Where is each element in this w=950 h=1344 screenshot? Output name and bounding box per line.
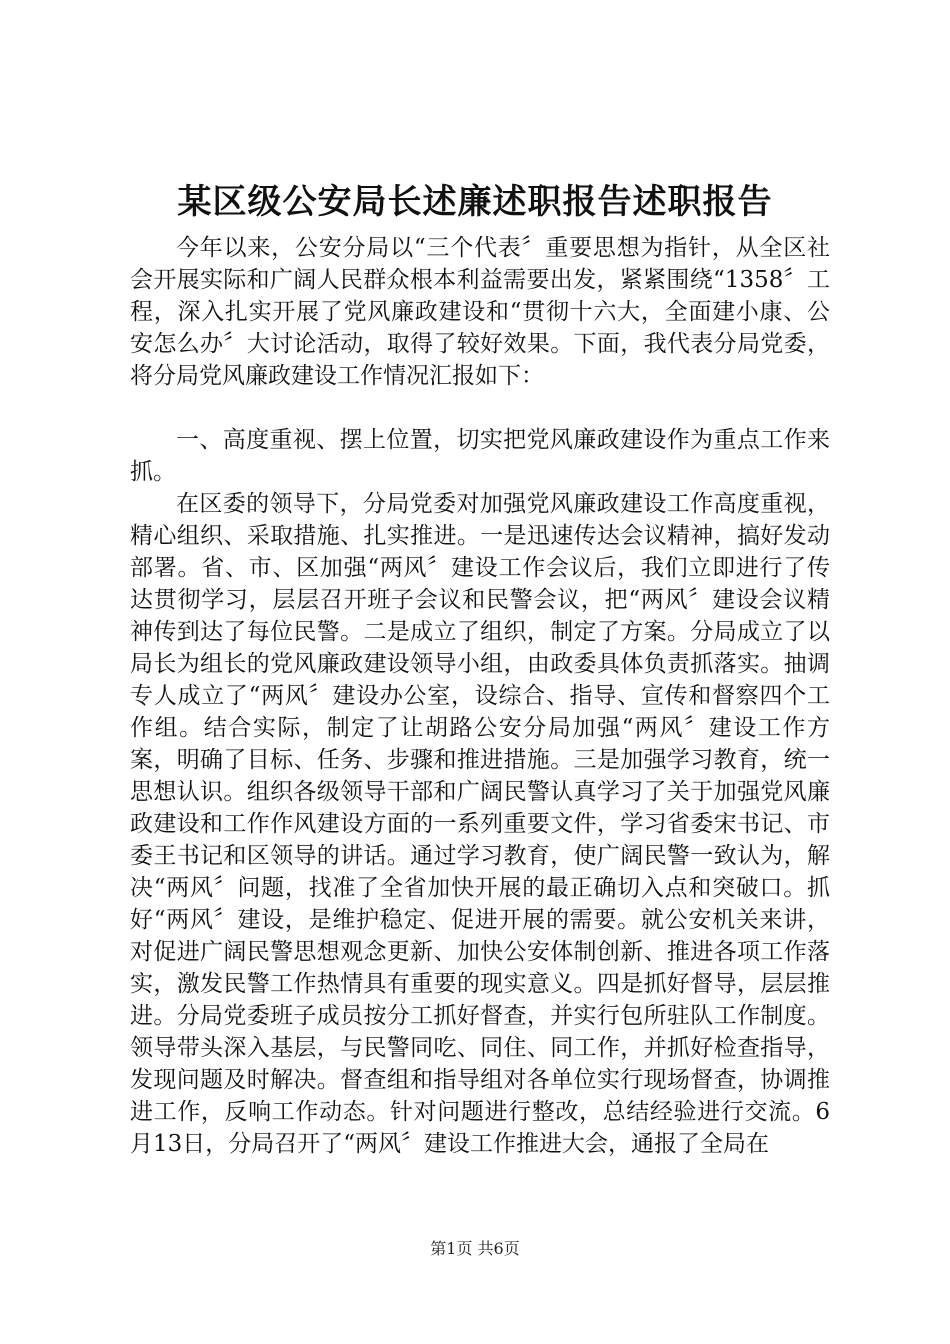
page-number-footer: 第1页 共6页 <box>430 1239 520 1258</box>
intro-paragraph: 今年以来，公安分局以“三个代表〞重要思想为指针，从全区社会开展实际和广阔人民群众根本利益需要出发，紧紧围绕“1358〞工程，深入扎实开展了党风廉政建设和“贯彻十六大，全面建小康、公安怎么办〞大讨论活动，取得了较好效果。下面，我代表分局党委，将分局党风廉政建设工作情况汇报如下： <box>130 235 830 389</box>
body-paragraph: 在区委的领导下，分局党委对加强党风廉政建设工作高度重视，精心组织、采取措施、扎实推进。一是迅速传达会议精神，搞好发动部署。省、市、区加强“两风〞建设工作会议后，我们立即进行了传达贯彻学习，层层召开班子会议和民警会议，把“两风〞建设会议精神传到达了每位民警。二是成立了组织，制定了方案。分局成立了以局长为组长的党风廉政建设领导小组，由政委具体负责抓落实。抽调专人成立了“两风〞建设办公室，设综合、指导、宣传和督察四个工作组。结合实际，制定了让胡路公安分局加强“两风〞建设工作方案，明确了目标、任务、步骤和推进措施。三是加强学习教育，统一思想认识。组织各级领导干部和广阔民警认真学习了关于加强党风廉政建设和工作作风建设方面的一系列重要文件，学习省委宋书记、市委王书记和区领导的讲话。通过学习教育，使广阔民警一致认为，解决“两风〞问题，找准了全省加快开展的最正确切入点和突破口。抓好“两风〞建设，是维护稳定、促进开展的需要。就公安机关来讲，对促进广阔民警思想观念更新、加快公安体制创新、推进各项工作落实，激发民警工作热情具有重要的现实意义。四是抓好督导，层层推进。分局党委班子成员按分工抓好督查，并实行包所驻队工作制度。领导带头深入基层，与民警同吃、同住、同工作，并抓好检查指导，发现问题及时解决。督查组和指导组对各单位实行现场督查，协调推进工作，反响工作动态。针对问题进行整改，总结经验进行交流。6月13日，分局召开了“两风〞建设工作推进大会，通报了全局在 <box>130 491 830 1157</box>
document-title: 某区级公安局长述廉述职报告述职报告 <box>177 182 773 222</box>
document-body <box>130 232 830 1160</box>
section-heading-1: 一、高度重视、摆上位置，切实把党风廉政建设作为重点工作来抓。 <box>130 427 830 485</box>
